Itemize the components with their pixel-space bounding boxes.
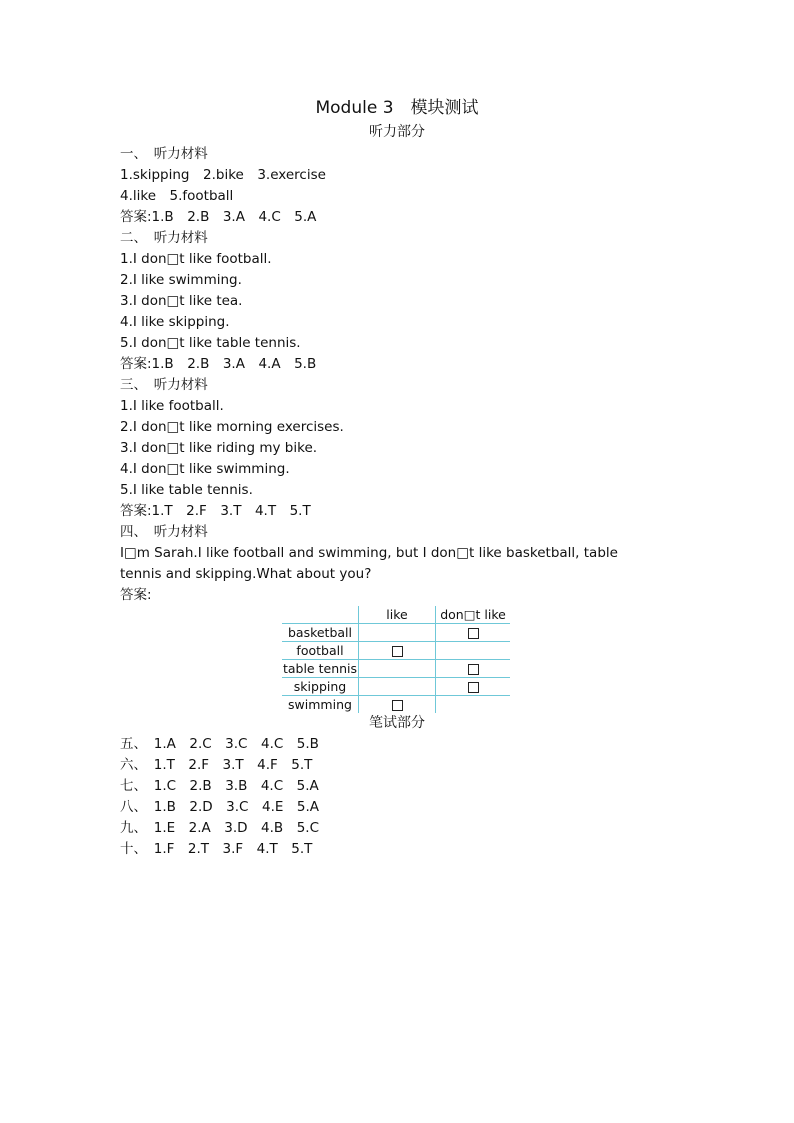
dislike-cell: [436, 624, 511, 642]
checkbox-icon: [468, 664, 479, 675]
material-line: 1.I don□t like football.: [120, 251, 272, 267]
material-line: 5.I like table tennis.: [120, 482, 253, 498]
table-header-cell: [282, 606, 359, 624]
section-heading: 三、 听力材料: [120, 377, 208, 393]
row-label: table tennis: [282, 661, 358, 676]
row-label: swimming: [282, 696, 359, 714]
material-line: 4.like 5.football: [120, 188, 234, 204]
material-line: 1.skipping 2.bike 3.exercise: [120, 167, 326, 183]
written-answer-line: 七、 1.C 2.B 3.B 4.C 5.A: [120, 778, 319, 794]
like-cell: [359, 642, 436, 660]
table-row: [282, 660, 510, 678]
material-line: 2.I like swimming.: [120, 272, 242, 288]
answer-line: 答案:1.T 2.F 3.T 4.T 5.T: [120, 503, 311, 519]
page-title: Module 3 模块测试: [315, 98, 479, 118]
written-answer-line: 五、 1.A 2.C 3.C 4.C 5.B: [120, 736, 319, 752]
table-row: [282, 678, 510, 696]
like-cell: [359, 696, 436, 714]
like-cell: [359, 624, 436, 642]
written-answer-line: 十、 1.F 2.T 3.F 4.T 5.T: [120, 841, 313, 857]
dislike-cell: [436, 660, 511, 678]
answer-line: 答案:1.B 2.B 3.A 4.A 5.B: [120, 356, 317, 372]
answer-line: 答案:: [120, 587, 152, 603]
table-header-row: [282, 606, 510, 624]
listening-heading: 听力部分: [369, 124, 425, 140]
written-answer-line: 六、 1.T 2.F 3.T 4.F 5.T: [120, 757, 313, 773]
material-line: 4.I like skipping.: [120, 314, 230, 330]
table-row: [282, 624, 510, 642]
material-line: 3.I don□t like riding my bike.: [120, 440, 318, 456]
material-line: 3.I don□t like tea.: [120, 293, 243, 309]
dislike-cell: [436, 678, 511, 696]
table-header-cell: don□t like: [436, 606, 511, 624]
row-label: basketball: [282, 624, 359, 642]
written-answer-line: 九、 1.E 2.A 3.D 4.B 5.C: [120, 820, 319, 836]
table-row: [282, 696, 510, 714]
dislike-cell: [436, 642, 511, 660]
section-heading: 四、 听力材料: [120, 524, 208, 540]
written-heading: 笔试部分: [369, 715, 425, 731]
section-heading: 二、 听力材料: [120, 230, 208, 246]
checkbox-icon: [392, 700, 403, 711]
answer-table: [282, 606, 510, 713]
table-header-cell: like: [359, 606, 436, 624]
checkbox-icon: [468, 682, 479, 693]
like-cell: [359, 660, 436, 678]
material-line: 1.I like football.: [120, 398, 224, 414]
like-cell: [359, 678, 436, 696]
material-line: 4.I don□t like swimming.: [120, 461, 290, 477]
row-label: football: [282, 642, 359, 660]
material-paragraph: I□m Sarah.I like football and swimming, but I don□t like basketball, table tennis and skipping.What about you?: [120, 545, 618, 582]
row-label: skipping: [282, 678, 359, 696]
written-answer-line: 八、 1.B 2.D 3.C 4.E 5.A: [120, 799, 319, 815]
table-row: [282, 642, 510, 660]
checkbox-icon: [392, 646, 403, 657]
material-line: 2.I don□t like morning exercises.: [120, 419, 344, 435]
section-heading: 一、 听力材料: [120, 146, 208, 162]
material-line: 5.I don□t like table tennis.: [120, 335, 301, 351]
dislike-cell: [436, 696, 511, 714]
checkbox-icon: [468, 628, 479, 639]
answer-line: 答案:1.B 2.B 3.A 4.C 5.A: [120, 209, 317, 225]
